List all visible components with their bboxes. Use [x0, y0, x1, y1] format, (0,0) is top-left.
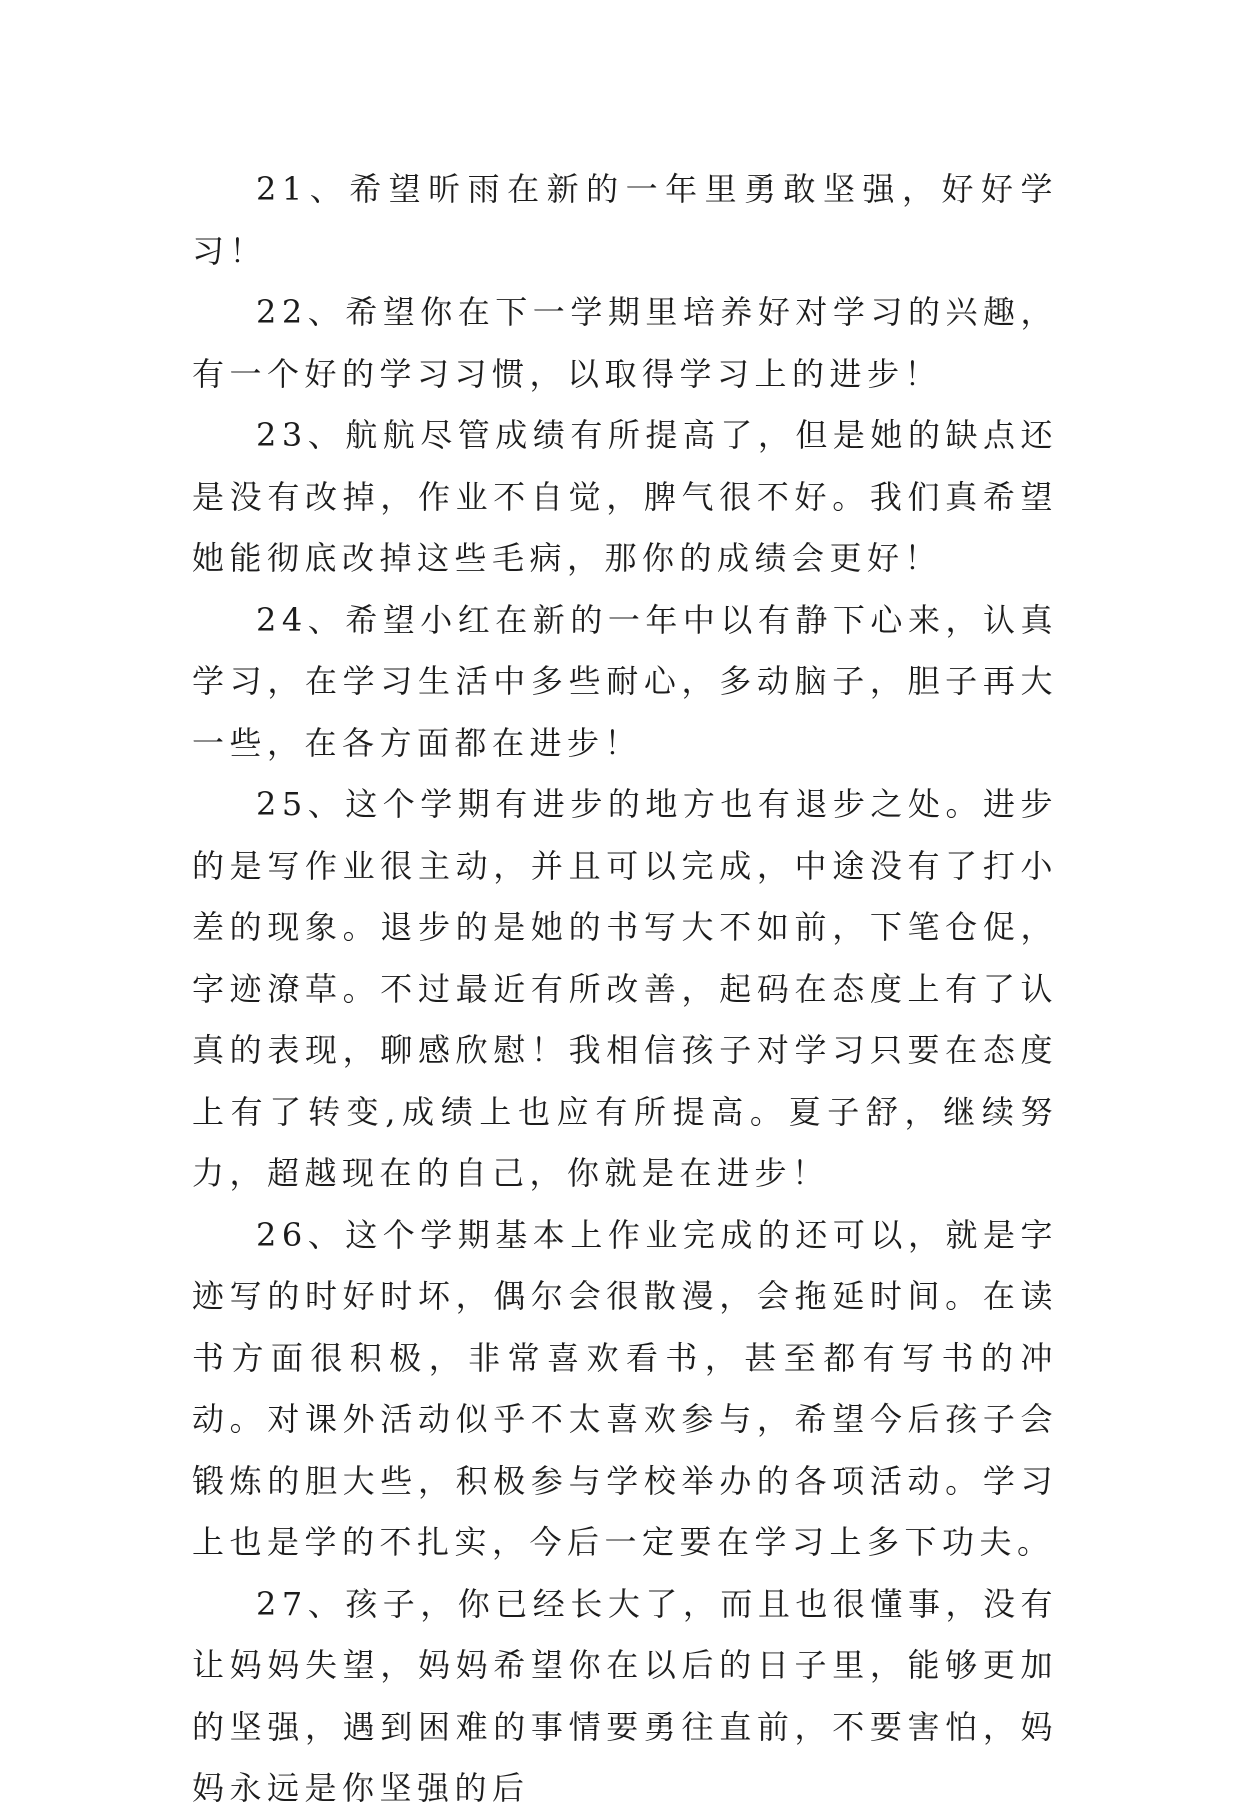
paragraph-24: 24、希望小红在新的一年中以有静下心来，认真学习，在学习生活中多些耐心，多动脑子，胆子再大一些，在各方面都在进步！ — [192, 600, 1058, 762]
paragraph-26: 26、这个学期基本上作业完成的还可以，就是字迹写的时好时坏，偶尔会很散漫，会拖延时间。在读书方面很积极，非常喜欢看书，甚至都有写书的冲动。对课外活动似乎不太喜欢参与，希望今后孩子会锻炼的胆大些，积极参与学校举办的各项活动。学习上也是学的不扎实，今后一定要在学习上多下功夫。 — [192, 1215, 1058, 1561]
paragraph-27: 27、孩子，你已经长大了，而且也很懂事，没有让妈妈失望，妈妈希望你在以后的日子里，能够更加的坚强，遇到困难的事情要勇往直前，不要害怕，妈妈永远是你坚强的后 — [192, 1584, 1058, 1807]
document-body — [192, 159, 1058, 1820]
paragraph-22: 22、希望你在下一学期里培养好对学习的兴趣，有一个好的学习习惯，以取得学习上的进步！ — [192, 293, 1058, 393]
paragraph-21: 21、希望昕雨在新的一年里勇敢坚强，好好学习！ — [192, 170, 1058, 270]
paragraph-23: 23、航航尽管成绩有所提高了，但是她的缺点还是没有改掉，作业不自觉，脾气很不好。我们真希望她能彻底改掉这些毛病，那你的成绩会更好！ — [192, 416, 1058, 577]
paragraph-25: 25、这个学期有进步的地方也有退步之处。进步的是写作业很主动，并且可以完成，中途没有了打小差的现象。退步的是她的书写大不如前，下笔仓促，字迹潦草。不过最近有所改善，起码在态度上有了认真的表现，聊感欣慰！我相信孩子对学习只要在态度上有了转变,成绩上也应有所提高。夏子舒，继续努力，超越现在的自己，你就是在进步！ — [192, 785, 1058, 1192]
